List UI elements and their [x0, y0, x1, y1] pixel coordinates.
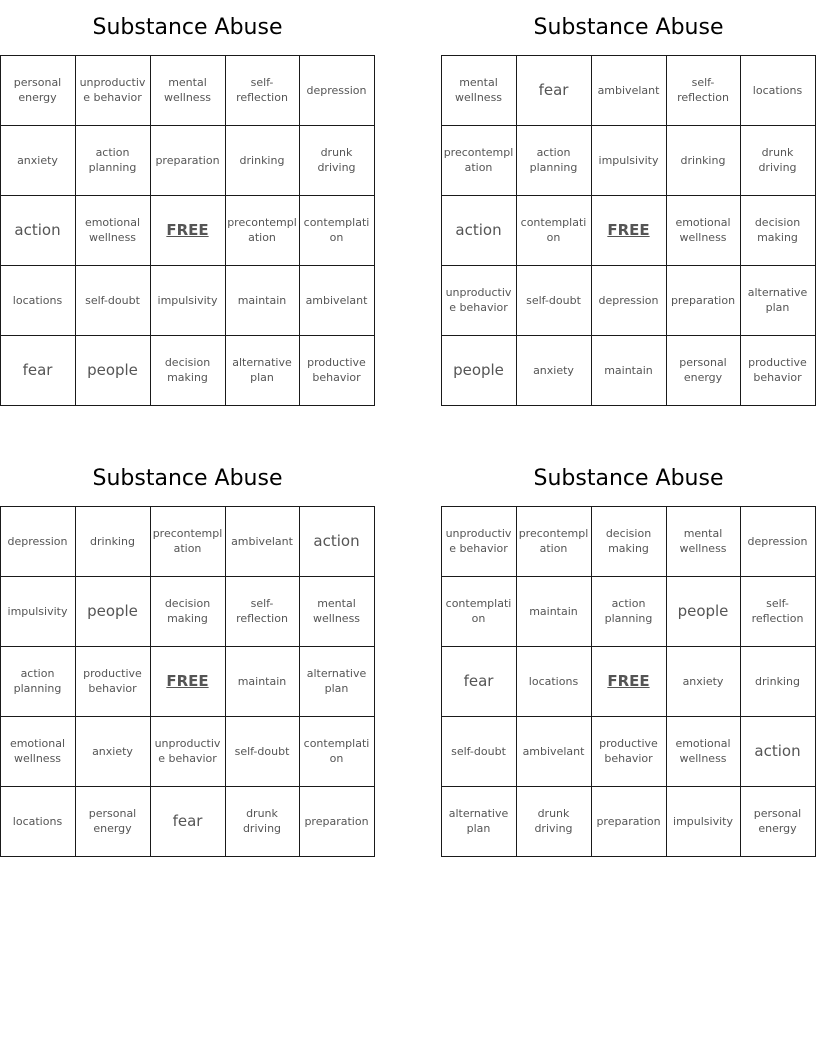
bingo-cell: drunk driving [516, 786, 592, 857]
bingo-cell: locations [516, 646, 592, 717]
bingo-cell: people [666, 576, 741, 647]
bingo-cell: productive behavior [75, 646, 151, 717]
bingo-cell: self-doubt [516, 265, 592, 336]
bingo-cell: locations [0, 786, 76, 857]
bingo-cell: anxiety [75, 716, 151, 787]
free-space-cell: FREE [150, 195, 226, 266]
bingo-cell: people [441, 335, 517, 406]
bingo-cell: drunk driving [740, 125, 816, 196]
card-title: Substance Abuse [92, 15, 283, 40]
bingo-cell: contemplation [516, 195, 592, 266]
bingo-cell: maintain [516, 576, 592, 647]
bingo-cell: depression [0, 506, 76, 577]
bingo-cell: unproductive behavior [150, 716, 226, 787]
bingo-cell: ambivelant [591, 55, 667, 126]
bingo-cell: drunk driving [225, 786, 300, 857]
bingo-grid [441, 506, 816, 857]
bingo-cell: alternative plan [299, 646, 375, 717]
bingo-cell: mental wellness [150, 55, 226, 126]
bingo-cell: maintain [225, 265, 300, 336]
bingo-cell: self-doubt [75, 265, 151, 336]
bingo-cell: precontemplation [441, 125, 517, 196]
bingo-cell: drinking [740, 646, 816, 717]
bingo-cell: impulsivity [150, 265, 226, 336]
bingo-grid [0, 55, 375, 406]
bingo-cell: alternative plan [740, 265, 816, 336]
bingo-cell: contemplation [299, 195, 375, 266]
free-space-cell: FREE [591, 646, 667, 717]
bingo-cell: anxiety [516, 335, 592, 406]
bingo-cell: self-reflection [225, 55, 300, 126]
bingo-cell: precontemplation [516, 506, 592, 577]
bingo-cell: unproductive behavior [75, 55, 151, 126]
bingo-cell: people [75, 576, 151, 647]
bingo-cell: impulsivity [591, 125, 667, 196]
bingo-cell: emotional wellness [666, 716, 741, 787]
bingo-cell: ambivelant [299, 265, 375, 336]
card-title: Substance Abuse [533, 466, 724, 491]
bingo-cell: action planning [75, 125, 151, 196]
bingo-cell: drinking [75, 506, 151, 577]
bingo-cell: personal energy [666, 335, 741, 406]
bingo-cell: fear [441, 646, 517, 717]
bingo-cell: fear [0, 335, 76, 406]
bingo-cell: precontemplation [150, 506, 226, 577]
bingo-cell: decision making [740, 195, 816, 266]
bingo-cell: fear [516, 55, 592, 126]
bingo-cell: maintain [591, 335, 667, 406]
bingo-cell: preparation [299, 786, 375, 857]
bingo-cell: decision making [150, 576, 226, 647]
bingo-cell: unproductive behavior [441, 265, 517, 336]
bingo-cell: maintain [225, 646, 300, 717]
bingo-cell: locations [0, 265, 76, 336]
bingo-cell: drunk driving [299, 125, 375, 196]
bingo-cell: action [441, 195, 517, 266]
bingo-cell: mental wellness [299, 576, 375, 647]
free-space-cell: FREE [591, 195, 667, 266]
bingo-cell: contemplation [299, 716, 375, 787]
bingo-cell: emotional wellness [75, 195, 151, 266]
bingo-cell: precontemplation [225, 195, 300, 266]
bingo-cell: productive behavior [299, 335, 375, 406]
card-title: Substance Abuse [533, 15, 724, 40]
bingo-cell: action [0, 195, 76, 266]
bingo-cell: emotional wellness [666, 195, 741, 266]
bingo-cell: self-reflection [740, 576, 816, 647]
bingo-cell: contemplation [441, 576, 517, 647]
bingo-cell: ambivelant [225, 506, 300, 577]
bingo-cell: depression [299, 55, 375, 126]
bingo-cell: personal energy [75, 786, 151, 857]
card-title: Substance Abuse [92, 466, 283, 491]
bingo-cell: alternative plan [225, 335, 300, 406]
bingo-cell: personal energy [740, 786, 816, 857]
bingo-cell: action [740, 716, 816, 787]
bingo-cell: alternative plan [441, 786, 517, 857]
bingo-cell: action planning [516, 125, 592, 196]
bingo-cell: locations [740, 55, 816, 126]
bingo-cell: unproductive behavior [441, 506, 517, 577]
bingo-cell: drinking [666, 125, 741, 196]
bingo-cell: depression [591, 265, 667, 336]
bingo-cell: preparation [150, 125, 226, 196]
bingo-cell: anxiety [0, 125, 76, 196]
bingo-cell: self-doubt [225, 716, 300, 787]
bingo-cell: preparation [591, 786, 667, 857]
bingo-cell: action [299, 506, 375, 577]
bingo-cell: self-doubt [441, 716, 517, 787]
bingo-cell: anxiety [666, 646, 741, 717]
bingo-cell: people [75, 335, 151, 406]
bingo-cell: preparation [666, 265, 741, 336]
bingo-cell: fear [150, 786, 226, 857]
bingo-cell: action planning [0, 646, 76, 717]
bingo-cell: impulsivity [666, 786, 741, 857]
bingo-cell: ambivelant [516, 716, 592, 787]
bingo-cell: self-reflection [225, 576, 300, 647]
bingo-cell: decision making [591, 506, 667, 577]
bingo-grid [441, 55, 816, 406]
bingo-cell: mental wellness [441, 55, 517, 126]
bingo-cell: impulsivity [0, 576, 76, 647]
bingo-cell: productive behavior [740, 335, 816, 406]
bingo-cell: personal energy [0, 55, 76, 126]
bingo-cell: decision making [150, 335, 226, 406]
bingo-cell: mental wellness [666, 506, 741, 577]
free-space-cell: FREE [150, 646, 226, 717]
bingo-grid [0, 506, 375, 857]
bingo-cell: action planning [591, 576, 667, 647]
bingo-cell: self-reflection [666, 55, 741, 126]
bingo-cell: emotional wellness [0, 716, 76, 787]
bingo-cell: depression [740, 506, 816, 577]
bingo-cell: drinking [225, 125, 300, 196]
bingo-cell: productive behavior [591, 716, 667, 787]
